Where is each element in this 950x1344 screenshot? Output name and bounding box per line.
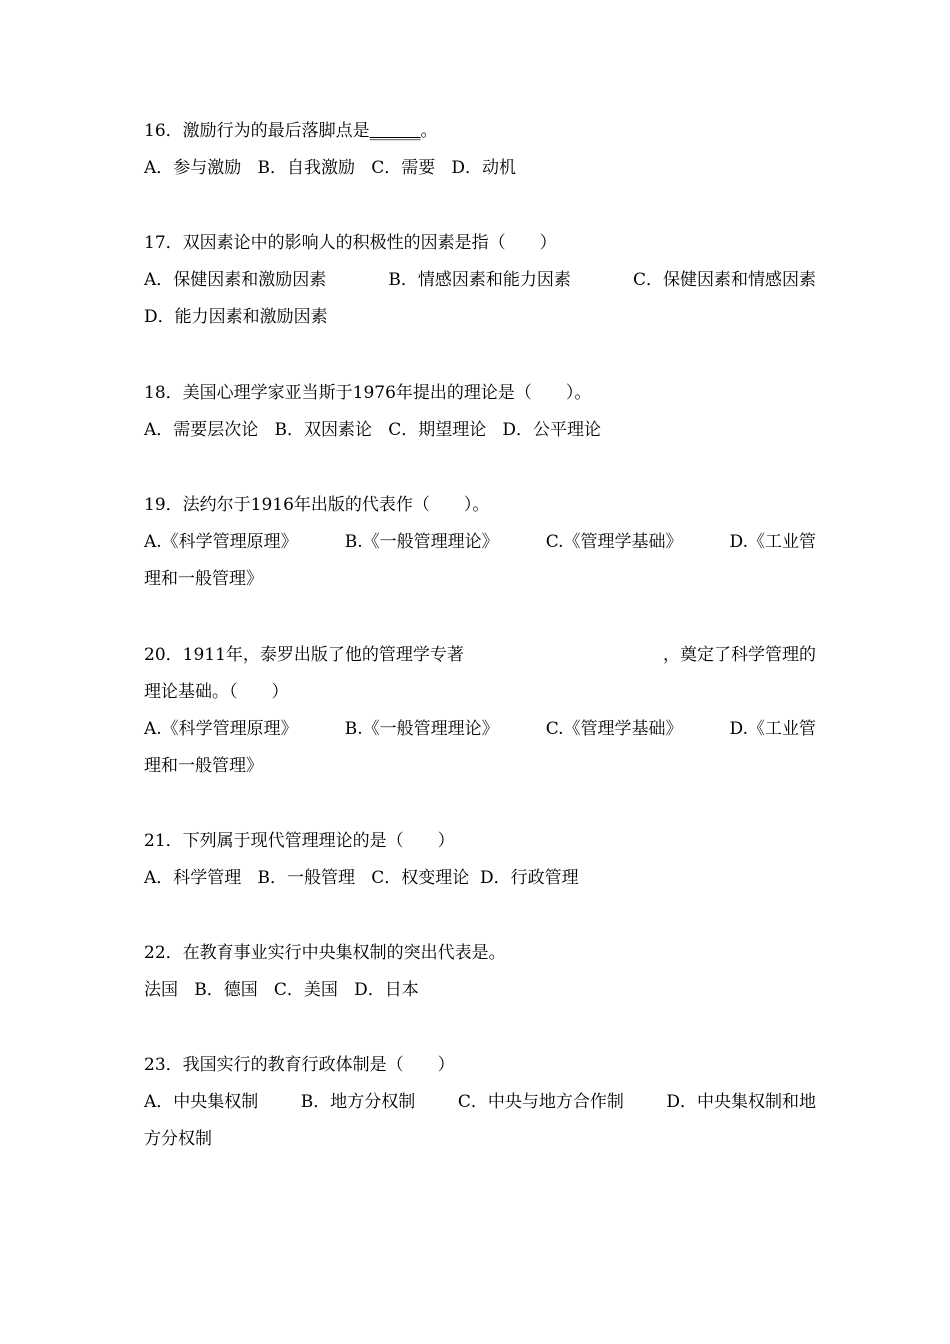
question-20-stem-end: ，奠定了科学管理的 <box>663 645 816 665</box>
question-17-stem: 17．双因素论中的影响人的积极性的因素是指（ ） <box>144 233 557 253</box>
question-20-stem-row-2: 理论基础。（ ） <box>144 682 289 702</box>
question-17-options-row-1 <box>144 262 816 299</box>
question-23-option-c: C．中央与地方合作制 <box>457 1092 624 1112</box>
question-16-stem-end: 。 <box>420 121 438 141</box>
question-19-option-c: C.《管理学基础》 <box>545 532 683 552</box>
question-17-option-d: D．能力因素和激励因素 <box>144 307 328 327</box>
question-16-stem-text: 16．激励行为的最后落脚点是 <box>144 121 370 141</box>
question-23-options-row-1 <box>144 1084 816 1121</box>
question-19-option-a: A.《科学管理原理》 <box>144 532 298 552</box>
question-19-stem: 19．法约尔于1916年出版的代表作（ ）。 <box>144 495 490 515</box>
question-22-stem: 22．在教育事业实行中央集权制的突出代表是。 <box>144 943 506 963</box>
question-17-option-a: A．保健因素和激励因素 <box>144 270 327 290</box>
question-23-option-d: D．中央集权制和地 <box>666 1092 816 1112</box>
question-19 <box>144 487 816 598</box>
question-23-option-d-continued: 方分权制 <box>144 1129 212 1149</box>
question-19-option-d: D.《工业管 <box>729 532 816 552</box>
question-17-option-c: C．保健因素和情感因素 <box>632 270 816 290</box>
question-19-option-d-continued: 理和一般管理》 <box>144 569 263 589</box>
question-21 <box>144 823 816 897</box>
question-20-option-c: C.《管理学基础》 <box>545 719 683 739</box>
question-20-stem-row-1 <box>144 637 816 674</box>
question-20-option-d: D.《工业管 <box>729 719 816 739</box>
question-20-option-a: A.《科学管理原理》 <box>144 719 298 739</box>
question-20-option-b: B.《一般管理理论》 <box>344 719 499 739</box>
question-23-stem: 23．我国实行的教育行政体制是（ ） <box>144 1055 455 1075</box>
question-20 <box>144 637 816 785</box>
question-17 <box>144 225 816 336</box>
question-23-option-a: A．中央集权制 <box>144 1092 259 1112</box>
question-21-options: A．科学管理 B．一般管理 C．权变理论 D．行政管理 <box>144 868 579 888</box>
question-16-stem <box>144 113 816 150</box>
question-16 <box>144 113 816 187</box>
question-16-options: A．参与激励 B．自我激励 C．需要 D．动机 <box>144 158 517 178</box>
question-17-option-b: B．情感因素和能力因素 <box>388 270 571 290</box>
question-19-option-b: B.《一般管理理论》 <box>344 532 499 552</box>
question-23 <box>144 1047 816 1158</box>
question-18-stem: 18．美国心理学家亚当斯于1976年提出的理论是（ ）。 <box>144 383 592 403</box>
question-22-options: 法国 B．德国 C．美国 D．日本 <box>144 980 419 1000</box>
question-20-options-row-1 <box>144 711 816 748</box>
question-16-blank: ______ <box>369 121 421 141</box>
question-19-options-row-1 <box>144 524 816 561</box>
question-22 <box>144 935 816 1009</box>
question-21-stem: 21．下列属于现代管理理论的是（ ） <box>144 831 455 851</box>
question-20-stem-start: 20．1911年，泰罗出版了他的管理学专著 <box>144 645 464 665</box>
question-20-option-d-continued: 理和一般管理》 <box>144 756 263 776</box>
question-18 <box>144 375 816 449</box>
question-23-option-b: B．地方分权制 <box>300 1092 416 1112</box>
question-18-options: A．需要层次论 B．双因素论 C．期望理论 D．公平理论 <box>144 420 602 440</box>
